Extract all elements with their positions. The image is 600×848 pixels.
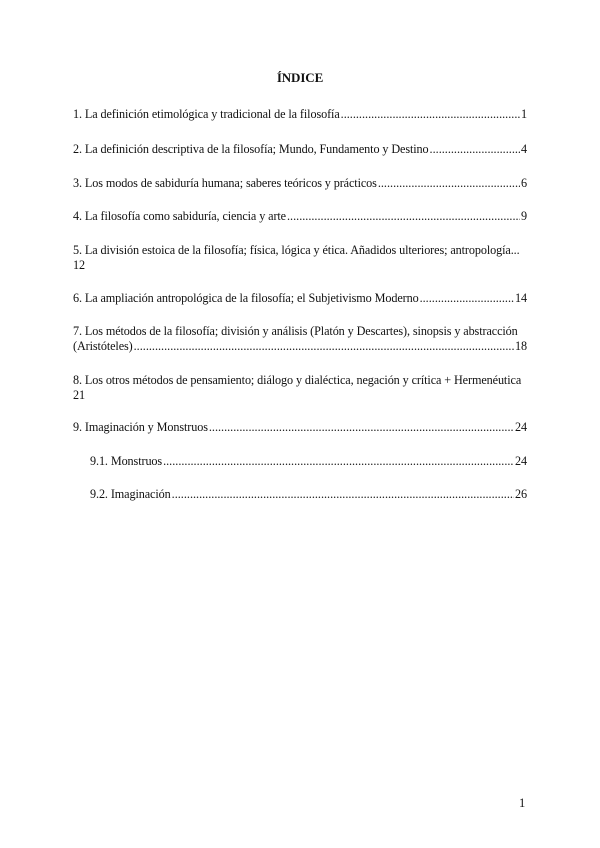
toc-entry-text-continued: (Aristóteles) (73, 339, 133, 353)
page-number: 1 (519, 796, 526, 810)
toc-entry-1[interactable] (73, 107, 527, 122)
toc-entry-4[interactable] (73, 209, 527, 224)
toc-entry-page: 26 (515, 487, 527, 501)
toc-entry-text: 9.1. Monstruos (90, 454, 163, 468)
toc-entry-2[interactable] (73, 142, 527, 157)
toc-entry-6[interactable] (73, 291, 527, 306)
leader-dots (378, 176, 520, 191)
toc-entry-text: 9.2. Imaginación (90, 487, 171, 501)
toc-entry-text: 8. Los otros métodos de pensamiento; diálogo y dialéctica, negación y crítica + Hermenéutica (73, 373, 522, 387)
toc-entry-page: 24 (515, 454, 527, 468)
toc-entry-7[interactable] (73, 324, 527, 354)
index-title: ÍNDICE (276, 70, 324, 85)
leader-dots (163, 454, 514, 469)
toc-entry-text: 2. La definición descriptiva de la filosofía; Mundo, Fundamento y Destino (73, 142, 429, 156)
toc-entry-page: 12 (73, 258, 85, 272)
toc-entry-page: 4 (521, 142, 527, 156)
leader-dots (420, 291, 514, 306)
toc-entry-page: 21 (73, 388, 85, 402)
toc-entry-page: 24 (515, 420, 527, 434)
leader-dots (209, 420, 514, 435)
toc-entry-5[interactable] (73, 243, 527, 273)
toc-entry-text: 7. Los métodos de la filosofía; división y análisis (Platón y Descartes), sinopsis y abstracción (73, 324, 518, 338)
toc-entry-page: 18 (515, 339, 527, 353)
toc-entry-text: 4. La filosofía como sabiduría, ciencia y arte (73, 209, 286, 223)
toc-entry-page: 14 (515, 291, 527, 305)
toc-entry-page: 6 (521, 176, 527, 190)
leader-dots (172, 487, 514, 502)
toc-entry-text: 9. Imaginación y Monstruos (73, 420, 208, 434)
leader-dots (287, 209, 520, 224)
toc-entry-8[interactable] (73, 373, 527, 403)
toc-entry-page: 9 (521, 209, 527, 223)
leader-dots (430, 142, 520, 157)
toc-entry-3[interactable] (73, 176, 527, 191)
toc-entry-text: 1. La definición etimológica y tradicional de la filosofía (73, 107, 340, 121)
toc-entry-9[interactable] (73, 420, 527, 435)
toc-entry-text: 5. La división estoica de la filosofía; física, lógica y ética. Añadidos ulteriores; antropología... (73, 243, 520, 257)
toc-entry-page: 1 (521, 107, 527, 121)
toc-entry-text: 6. La ampliación antropológica de la filosofía; el Subjetivismo Moderno (73, 291, 419, 305)
leader-dots (134, 339, 514, 354)
toc-entry-text: 3. Los modos de sabiduría humana; saberes teóricos y prácticos (73, 176, 377, 190)
leader-dots (341, 107, 520, 122)
toc-entry-9-2[interactable] (90, 487, 527, 502)
toc-entry-9-1[interactable] (90, 454, 527, 469)
